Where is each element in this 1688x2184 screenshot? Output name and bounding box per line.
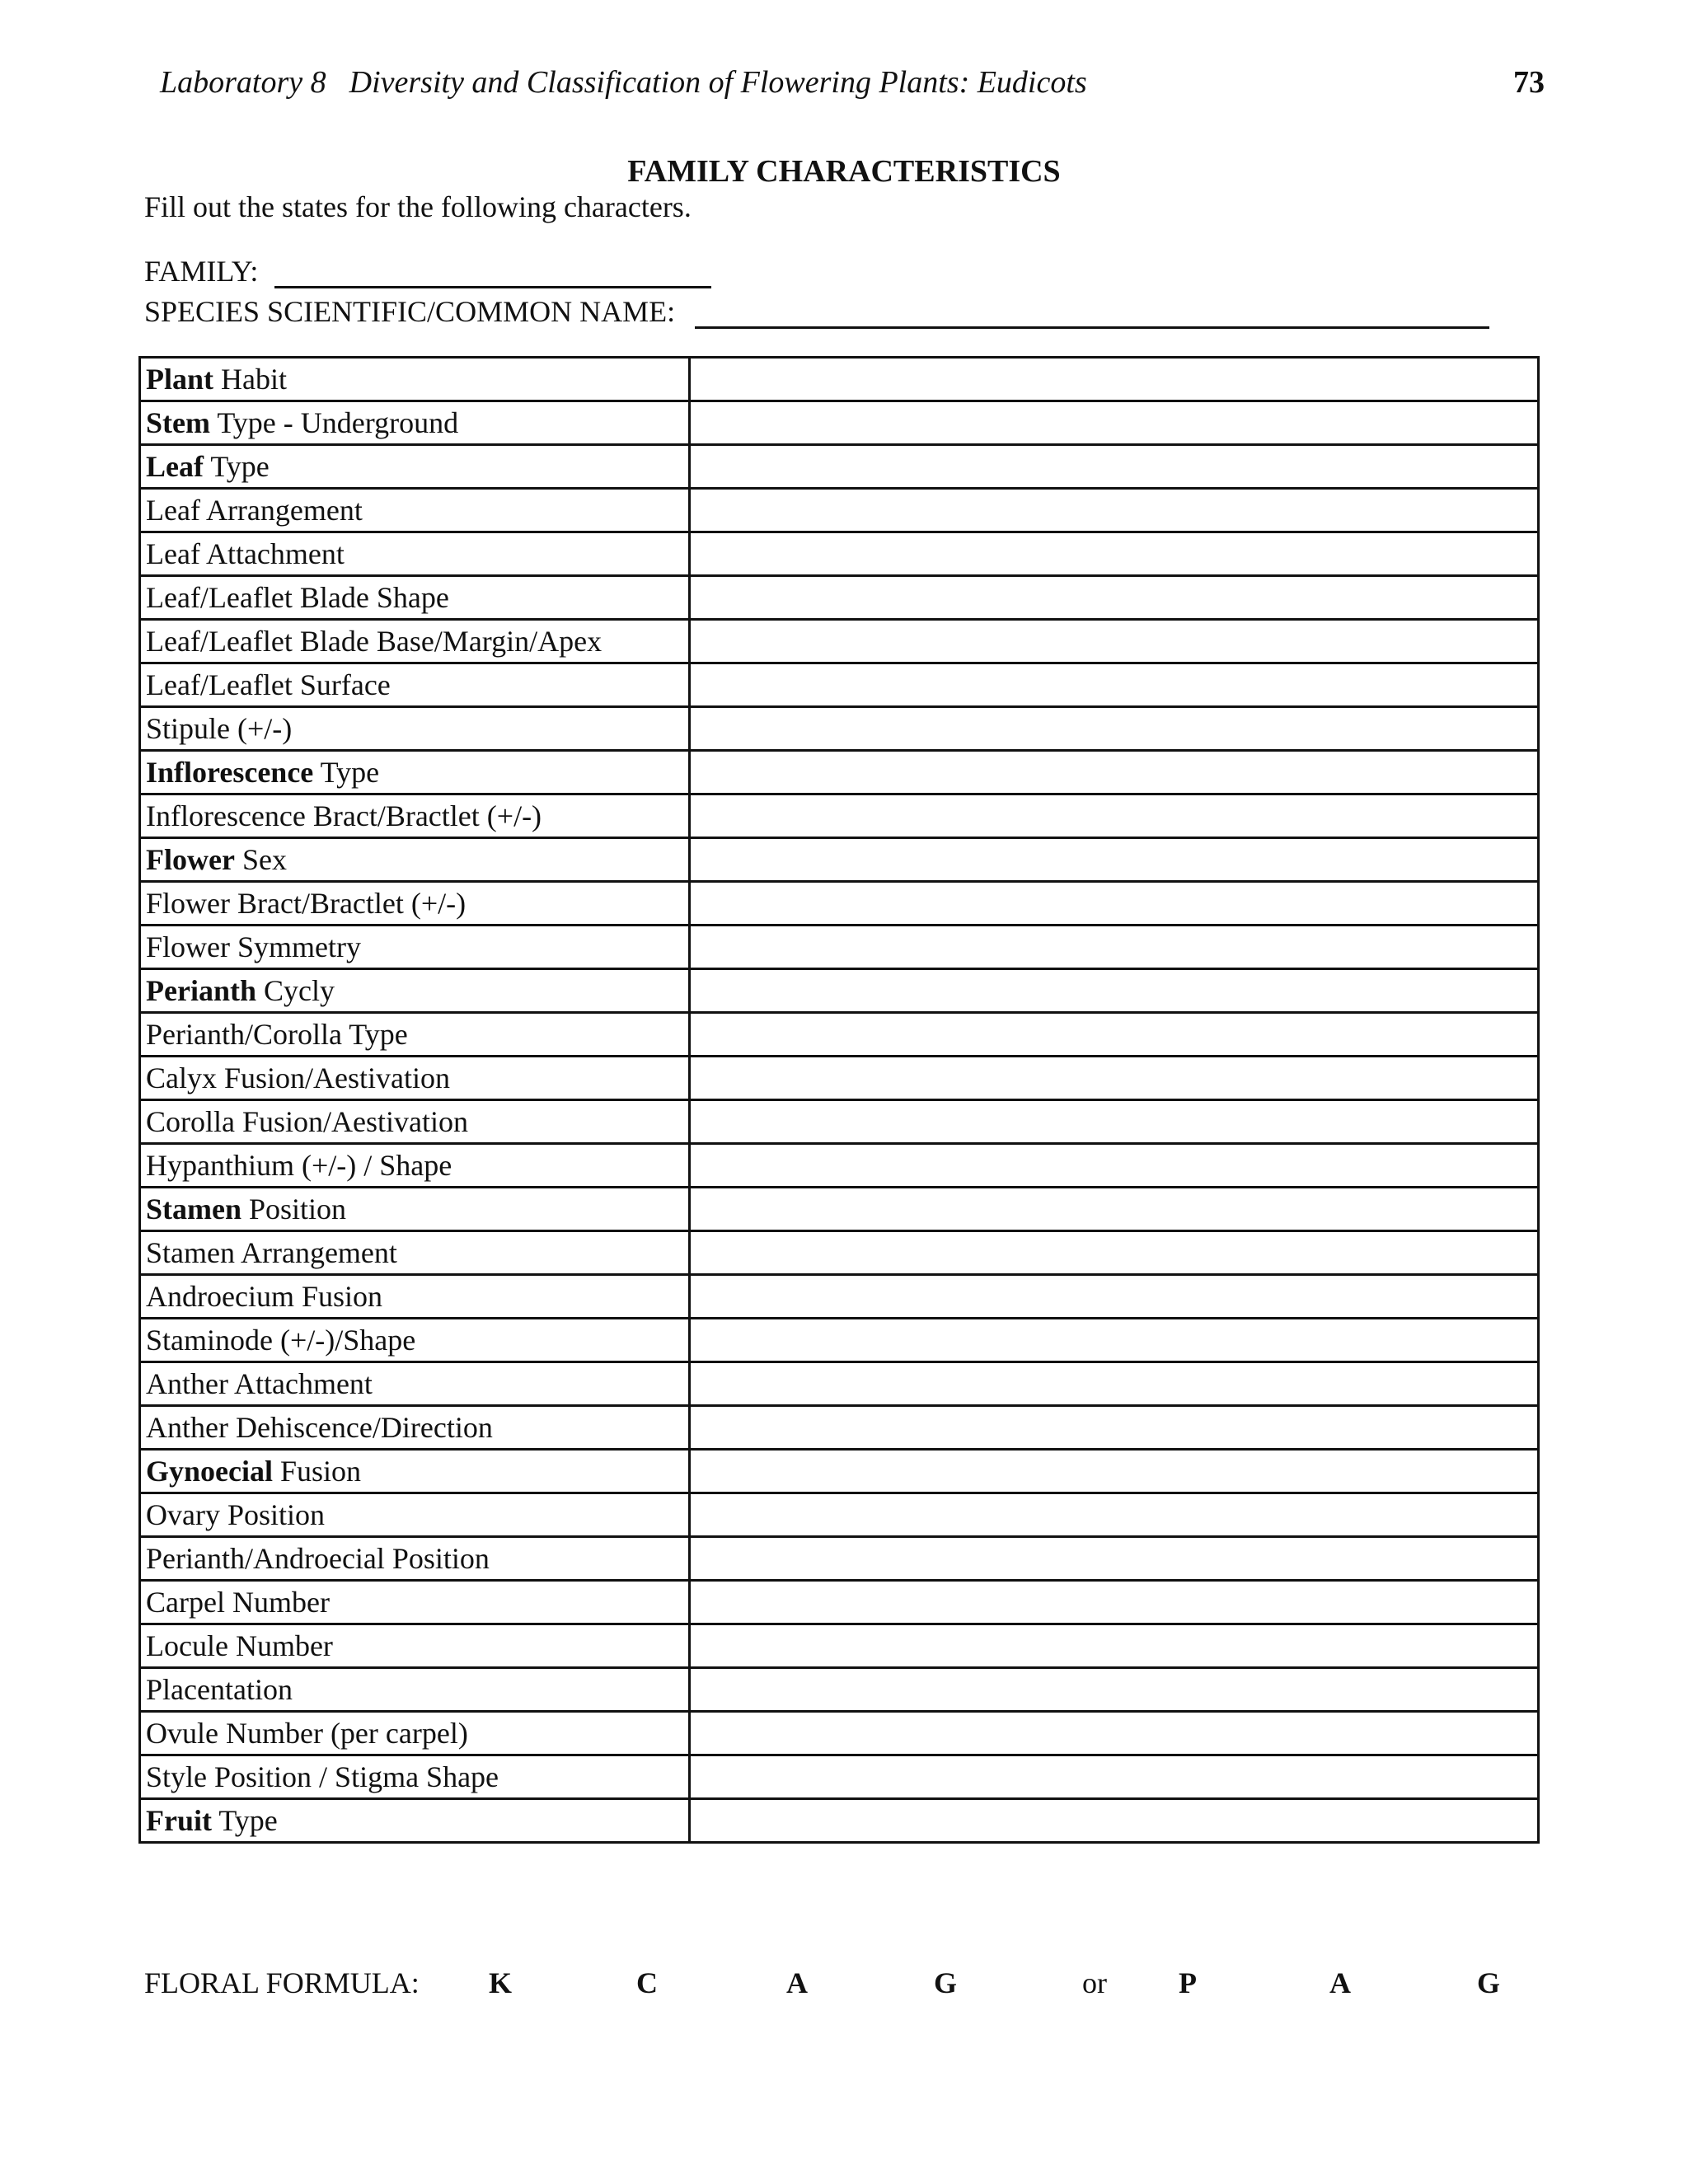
character-name: Sex: [234, 843, 287, 876]
character-state-cell[interactable]: [690, 1799, 1539, 1843]
table-row: [140, 1668, 1539, 1712]
character-name: Leaf/Leaflet Blade Base/Margin/Apex: [146, 625, 603, 658]
character-state-cell[interactable]: [690, 1057, 1539, 1100]
character-state-cell[interactable]: [690, 489, 1539, 532]
character-label: [140, 1100, 690, 1144]
table-row: [140, 1275, 1539, 1319]
table-row: [140, 1188, 1539, 1231]
table-row: [140, 1057, 1539, 1100]
character-name: Leaf Attachment: [146, 537, 345, 570]
character-state-cell[interactable]: [690, 707, 1539, 751]
character-group: Inflorescence: [146, 756, 314, 789]
table-row: [140, 445, 1539, 489]
table-row: [140, 794, 1539, 838]
character-state-cell[interactable]: [690, 445, 1539, 489]
character-name: Androecium Fusion: [146, 1280, 382, 1313]
character-state-cell[interactable]: [690, 969, 1539, 1013]
character-label: [140, 794, 690, 838]
character-state-cell[interactable]: [690, 838, 1539, 882]
character-group: Stem: [146, 406, 210, 439]
character-label: [140, 1668, 690, 1712]
character-name: Habit: [213, 363, 287, 396]
floral-formula: [144, 1966, 1545, 2007]
table-row: [140, 751, 1539, 794]
character-label: [140, 926, 690, 969]
character-state-cell[interactable]: [690, 1450, 1539, 1493]
instructions: Fill out the states for the following characters.: [144, 190, 692, 223]
formula-or: or: [1082, 1966, 1107, 1999]
character-state-cell[interactable]: [690, 794, 1539, 838]
table-row: [140, 1712, 1539, 1755]
character-label: [140, 1144, 690, 1188]
character-group: Fruit: [146, 1804, 212, 1837]
table-row: [140, 882, 1539, 926]
table-row: [140, 1013, 1539, 1057]
character-label: [140, 1799, 690, 1843]
character-name: Type: [211, 1804, 278, 1837]
table-row: [140, 707, 1539, 751]
character-group: Perianth: [146, 974, 256, 1007]
character-label: [140, 489, 690, 532]
table-row: [140, 1406, 1539, 1450]
character-state-cell[interactable]: [690, 1537, 1539, 1581]
character-label: [140, 1188, 690, 1231]
character-name: Type: [313, 756, 380, 789]
character-state-cell[interactable]: [690, 1624, 1539, 1668]
character-label: [140, 358, 690, 401]
character-name: Flower Symmetry: [146, 930, 361, 963]
character-label: [140, 751, 690, 794]
page-header: [160, 64, 1545, 114]
lab-number: Laboratory 8: [160, 65, 326, 100]
table-row: [140, 1581, 1539, 1624]
table-row: [140, 1493, 1539, 1537]
character-label: [140, 620, 690, 663]
character-name: Placentation: [146, 1673, 293, 1706]
table-row: [140, 489, 1539, 532]
characters-table: [138, 356, 1540, 1844]
character-label: [140, 1406, 690, 1450]
family-blank[interactable]: [274, 258, 711, 288]
table-row: [140, 1624, 1539, 1668]
character-label: [140, 1319, 690, 1362]
formula-a-alt: A: [1329, 1966, 1351, 1999]
character-state-cell[interactable]: [690, 358, 1539, 401]
character-label: [140, 1057, 690, 1100]
character-state-cell[interactable]: [690, 1013, 1539, 1057]
character-label: [140, 1362, 690, 1406]
character-group: Gynoecial: [146, 1455, 273, 1488]
character-name: Corolla Fusion/Aestivation: [146, 1105, 468, 1138]
character-label: [140, 1231, 690, 1275]
character-label: [140, 1013, 690, 1057]
character-label: [140, 707, 690, 751]
character-label: [140, 401, 690, 445]
character-name: Stamen Arrangement: [146, 1236, 397, 1269]
character-name: Anther Attachment: [146, 1367, 373, 1400]
character-name: Perianth/Corolla Type: [146, 1018, 408, 1051]
character-state-cell[interactable]: [690, 926, 1539, 969]
character-state-cell[interactable]: [690, 532, 1539, 576]
lab-title: Diversity and Classification of Flowering Plants: Eudicots: [349, 65, 1087, 100]
character-name: Flower Bract/Bractlet (+/-): [146, 887, 467, 920]
character-name: Position: [241, 1193, 347, 1226]
character-state-cell[interactable]: [690, 663, 1539, 707]
form-title: FAMILY CHARACTERISTICS: [627, 154, 1061, 189]
character-state-cell[interactable]: [690, 401, 1539, 445]
page-number: 73: [1513, 65, 1545, 100]
character-name: Inflorescence Bract/Bractlet (+/-): [146, 799, 542, 832]
character-label: [140, 1450, 690, 1493]
character-name: Cycly: [256, 974, 335, 1007]
formula-g-alt: G: [1477, 1966, 1501, 1999]
species-field: [144, 294, 1489, 329]
character-name: Staminode (+/-)/Shape: [146, 1324, 416, 1357]
character-state-cell[interactable]: [690, 1188, 1539, 1231]
character-label: [140, 576, 690, 620]
formula-k: K: [489, 1966, 513, 1999]
species-label: SPECIES SCIENTIFIC/COMMON NAME:: [144, 295, 676, 328]
character-name: Ovule Number (per carpel): [146, 1717, 468, 1750]
character-label: [140, 532, 690, 576]
character-label: [140, 1755, 690, 1799]
character-state-cell[interactable]: [690, 1319, 1539, 1362]
character-name: Style Position / Stigma Shape: [146, 1760, 499, 1793]
character-group: Flower: [146, 843, 235, 876]
table-row: [140, 838, 1539, 882]
character-state-cell[interactable]: [690, 1144, 1539, 1188]
character-name: Leaf/Leaflet Surface: [146, 668, 391, 701]
table-row: [140, 663, 1539, 707]
table-row: [140, 1799, 1539, 1843]
character-state-cell[interactable]: [690, 1755, 1539, 1799]
family-field: [144, 254, 711, 288]
character-label: [140, 1537, 690, 1581]
character-name: Stipule (+/-): [146, 712, 293, 745]
table-row: [140, 1144, 1539, 1188]
character-label: [140, 1624, 690, 1668]
character-label: [140, 1581, 690, 1624]
character-name: Hypanthium (+/-) / Shape: [146, 1149, 452, 1182]
character-group: Stamen: [146, 1193, 241, 1226]
character-name: Perianth/Androecial Position: [146, 1542, 490, 1575]
table-row: [140, 532, 1539, 576]
family-label: FAMILY:: [144, 255, 259, 288]
table-row: [140, 1755, 1539, 1799]
character-label: [140, 882, 690, 926]
table-row: [140, 1100, 1539, 1144]
table-row: [140, 358, 1539, 401]
character-state-cell[interactable]: [690, 1275, 1539, 1319]
character-state-cell[interactable]: [690, 1712, 1539, 1755]
character-name: Leaf Arrangement: [146, 494, 363, 527]
table-row: [140, 1231, 1539, 1275]
character-label: [140, 838, 690, 882]
floral-formula-label: FLORAL FORMULA:: [144, 1966, 420, 1999]
species-blank[interactable]: [695, 298, 1489, 329]
table-row: [140, 1450, 1539, 1493]
formula-p: P: [1179, 1966, 1197, 1999]
character-state-cell[interactable]: [690, 1100, 1539, 1144]
character-state-cell[interactable]: [690, 1581, 1539, 1624]
formula-a: A: [786, 1966, 808, 1999]
character-state-cell[interactable]: [690, 576, 1539, 620]
table-row: [140, 576, 1539, 620]
character-state-cell[interactable]: [690, 620, 1539, 663]
table-row: [140, 1319, 1539, 1362]
character-group: Leaf: [146, 450, 204, 483]
character-name: Ovary Position: [146, 1498, 326, 1531]
character-state-cell[interactable]: [690, 882, 1539, 926]
character-label: [140, 969, 690, 1013]
table-row: [140, 1362, 1539, 1406]
table-row: [140, 926, 1539, 969]
character-label: [140, 445, 690, 489]
character-name: Calyx Fusion/Aestivation: [146, 1062, 450, 1094]
character-name: Leaf/Leaflet Blade Shape: [146, 581, 449, 614]
character-name: Locule Number: [146, 1629, 333, 1662]
characters-table-body: [140, 358, 1539, 1843]
table-row: [140, 969, 1539, 1013]
character-name: Fusion: [272, 1455, 362, 1488]
formula-c: C: [636, 1966, 658, 1999]
formula-g: G: [934, 1966, 958, 1999]
character-name: Type: [203, 450, 270, 483]
character-group: Plant: [146, 363, 214, 396]
character-state-cell[interactable]: [690, 1406, 1539, 1450]
character-name: Anther Dehiscence/Direction: [146, 1411, 493, 1444]
character-state-cell[interactable]: [690, 1362, 1539, 1406]
character-state-cell[interactable]: [690, 751, 1539, 794]
character-name: Type - Underground: [209, 406, 459, 439]
table-row: [140, 620, 1539, 663]
character-state-cell[interactable]: [690, 1493, 1539, 1537]
character-label: [140, 1493, 690, 1537]
table-row: [140, 401, 1539, 445]
character-label: [140, 663, 690, 707]
character-label: [140, 1712, 690, 1755]
character-state-cell[interactable]: [690, 1668, 1539, 1712]
table-row: [140, 1537, 1539, 1581]
running-header: [160, 64, 1087, 101]
character-name: Carpel Number: [146, 1586, 330, 1619]
character-state-cell[interactable]: [690, 1231, 1539, 1275]
character-label: [140, 1275, 690, 1319]
